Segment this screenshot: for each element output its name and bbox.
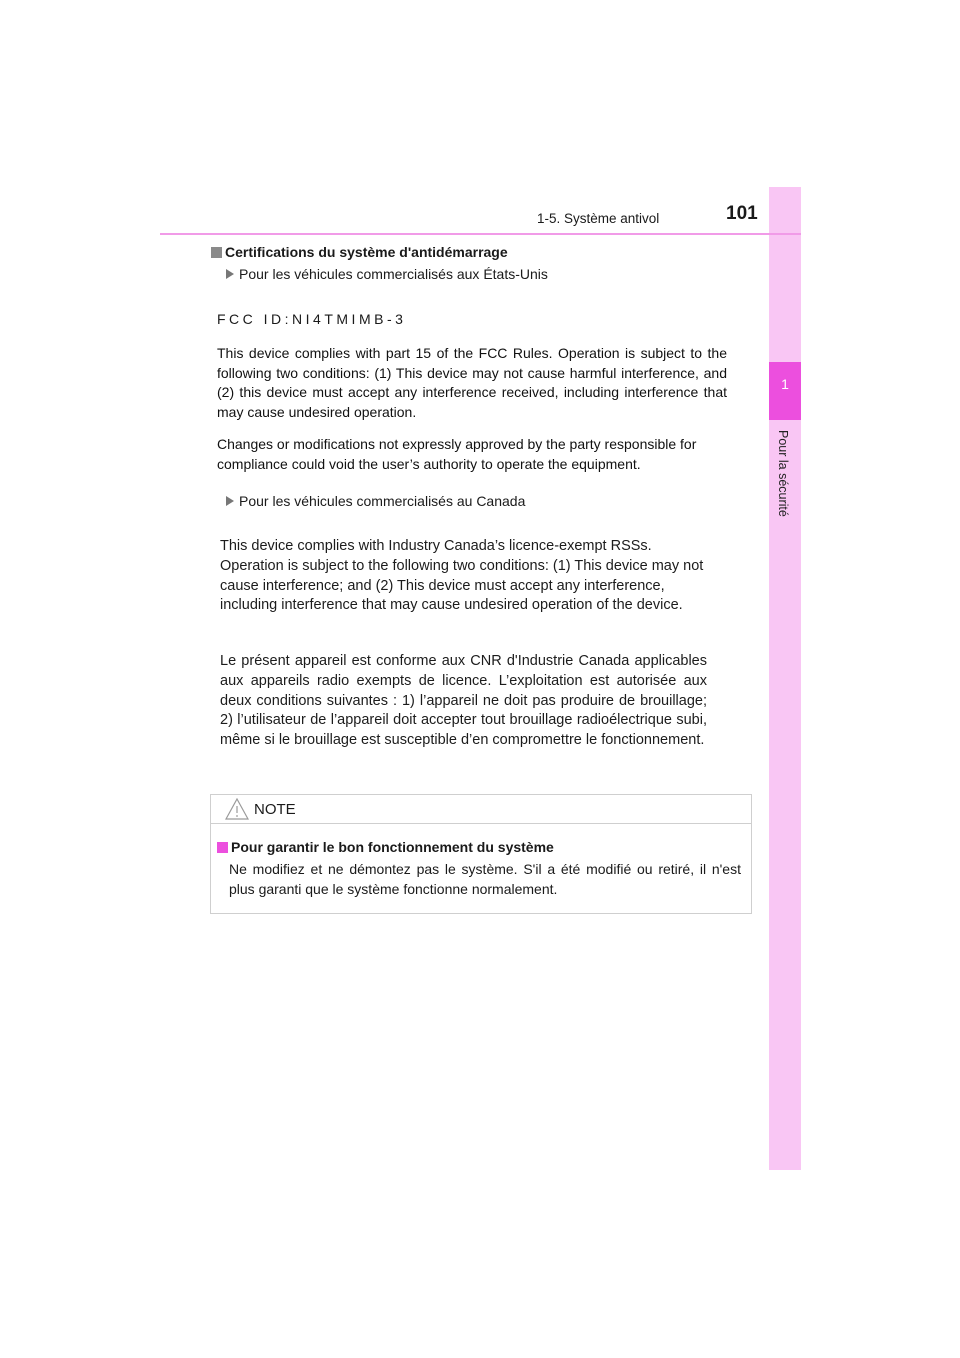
fcc-modification-warning: Changes or modifications not expressly approved by the party responsible for compliance could void the user’s authority to operate the equipment. <box>217 436 697 472</box>
note-text: Ne modifiez et ne démontez pas le système. S'il a été modifié ou retiré, il n'est plus garanti que le système fonctionne normalement. <box>229 861 741 897</box>
canada-english-statement: This device complies with Industry Canada’s licence-exempt RSSs. Operation is subject to the following two conditions: (1) This device may not cause interference; and (2) This device must accept any interference, including interference that may cause undesired operation of the device. <box>220 538 704 614</box>
fcc-id: FCC ID:NI4TMIMB-3 <box>217 311 407 327</box>
note-header <box>211 795 751 824</box>
note-label: NOTE <box>254 801 296 818</box>
fcc-statement: This device complies with part 15 of the FCC Rules. Operation is subject to the following two conditions: (1) This device may not cause harmful interference, and (2) this device must accept any interference received, including interference that may cause undesired operation. <box>217 345 727 420</box>
note-box <box>210 794 752 914</box>
section-title: 1-5. Système antivol <box>537 211 660 226</box>
page-number: 101 <box>726 203 758 224</box>
chapter-title: Pour la sécurité <box>776 430 790 517</box>
triangle-bullet-icon <box>226 269 234 279</box>
chapter-number: 1 <box>781 376 789 392</box>
note-heading <box>217 839 554 855</box>
header-divider <box>160 233 801 235</box>
triangle-bullet-icon <box>226 496 234 506</box>
canada-french-statement: Le présent appareil est conforme aux CNR d'Industrie Canada applicables aux appareils radio exempts de licence. L’exploitation est autorisée aux deux conditions suivantes : 1) l’appareil ne doit pas produire de brouillage; 2) l’utilisateur de l’appareil doit accepter tout brouillage radioélectrique subi, même si le brouillage est susceptible d’en compromettre le fonctionnement. <box>220 653 707 749</box>
square-bullet-icon <box>211 247 222 258</box>
canada-subheading <box>226 493 525 509</box>
canada-subheading-text: Pour les véhicules commercialisés au Canada <box>239 493 526 509</box>
us-subheading <box>226 266 548 282</box>
square-bullet-icon <box>217 842 228 853</box>
us-subheading-text: Pour les véhicules commercialisés aux États-Unis <box>239 266 548 282</box>
warning-triangle-icon <box>225 798 249 820</box>
section-heading-text: Certifications du système d'antidémarrage <box>225 244 508 260</box>
section-heading <box>211 244 508 260</box>
chapter-side-tab <box>769 187 801 1170</box>
note-heading-text: Pour garantir le bon fonctionnement du système <box>231 839 554 855</box>
